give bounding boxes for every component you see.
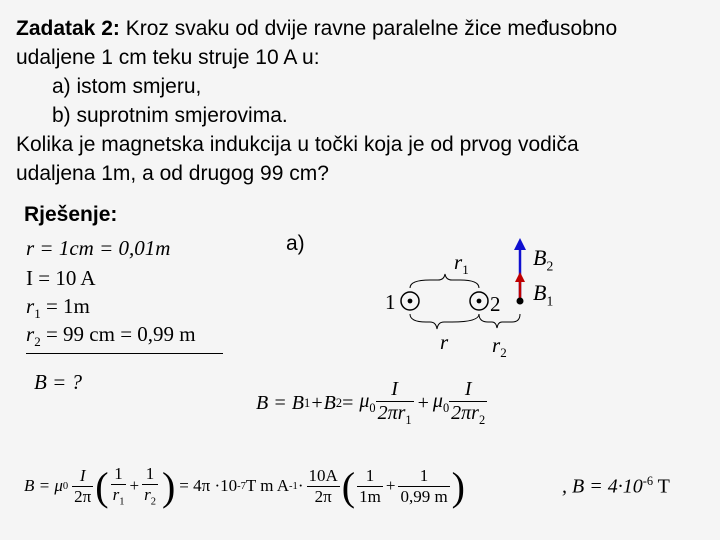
- eq1-frac-1-den: 2πr: [377, 402, 406, 424]
- eq2-plus-2: +: [385, 476, 396, 495]
- given-I: I = 10 A: [26, 266, 96, 290]
- result-exp: -6: [642, 474, 654, 488]
- eq2-value-frac-1: [357, 466, 383, 507]
- given-r: [26, 236, 170, 261]
- eq1-plus-sign: +: [417, 391, 429, 414]
- r2-label: [492, 333, 507, 361]
- wire-1-label: 1: [385, 290, 396, 314]
- eq1-mu-sub-2: 0: [442, 401, 450, 415]
- eq2-lhs: B = μ: [24, 476, 63, 495]
- given-r1-value: = 1m: [40, 294, 90, 318]
- eq2-frac-current: [307, 466, 340, 507]
- task-line-6: udaljena 1m, a od drugog 99 cm?: [16, 162, 329, 185]
- eq1-frac-2-num: I: [449, 378, 487, 402]
- wire-2-symbol: [470, 292, 488, 310]
- b1-symbol: B: [533, 280, 547, 305]
- eq1-frac-2-den: 2πr: [451, 402, 479, 424]
- r1-sub: 1: [462, 262, 469, 278]
- eq2-units-exp: -1: [289, 480, 298, 492]
- task-line-2: udaljene 1 cm teku struje 10 A u:: [16, 46, 320, 69]
- r2-symbol: r: [492, 333, 501, 357]
- eq1-term1: [359, 390, 375, 416]
- result-unit: T: [653, 475, 670, 498]
- eq2-frac-current-num: 10A: [308, 465, 338, 485]
- given-r1: [26, 294, 90, 322]
- eq2-paren-open-2: (: [341, 463, 356, 509]
- eq1-plus-b2: +B: [310, 391, 336, 414]
- b2-label: [533, 245, 553, 274]
- part-a-label: a): [286, 232, 305, 255]
- eq2-value-1-den: 1m: [359, 486, 381, 506]
- given-r2-symbol: r: [26, 322, 35, 346]
- point-P: [517, 298, 524, 305]
- b1-sub: 1: [546, 293, 554, 309]
- given-divider: [26, 353, 223, 354]
- eq2-dot: ·: [297, 476, 304, 495]
- result-prefix: , B = 4·10: [562, 475, 643, 498]
- eq2-paren-close-2: ): [451, 463, 465, 509]
- eq2-inner-frac-1: [111, 464, 127, 507]
- eq1-frac-2-den-sub: 2: [478, 413, 486, 427]
- eq2-inner-2-sub: 2: [150, 496, 156, 508]
- unknown-B: [34, 370, 82, 395]
- r-label: [440, 330, 448, 355]
- b2-symbol: B: [533, 245, 547, 270]
- eq2-frac-I: [72, 466, 93, 507]
- eq2-inner-1-sub: 1: [119, 496, 125, 508]
- task-statement: [16, 14, 617, 188]
- eq2-paren-open: (: [95, 463, 109, 509]
- eq2-frac-I-num: I: [72, 466, 93, 487]
- eq1-frac-1: [376, 378, 414, 428]
- given-r1-sub: 1: [34, 306, 41, 322]
- eq2-inner-1-den: r: [112, 485, 120, 505]
- eq2-mu-sub: 0: [62, 480, 69, 492]
- eq2-value-2-den: 0,99 m: [400, 486, 448, 506]
- eq1-b1-sub: 1: [303, 395, 311, 410]
- eq2-inner-1-num: 1: [111, 464, 127, 485]
- b2-arrowhead: [514, 238, 526, 250]
- eq1-equals: =: [342, 391, 354, 414]
- task-line-5: Kolika je magnetska indukcija u točki koja je od prvog vodiča: [16, 133, 579, 156]
- final-result: [562, 474, 670, 499]
- eq2-value-1-num: 1: [357, 466, 383, 487]
- task-option-b: b) suprotnim smjerovima.: [52, 104, 288, 127]
- eq2-plus-1: +: [129, 476, 140, 495]
- eq2-inner-2-den: r: [144, 485, 151, 505]
- eq2-frac-current-den: 2π: [314, 486, 332, 506]
- eq1-frac-1-num: I: [376, 378, 414, 402]
- given-r-text: r = 1cm = 0,01m: [26, 236, 171, 260]
- unknown-B-text: B = ?: [34, 370, 82, 394]
- given-r2: [26, 322, 196, 350]
- eq2-frac-I-den: 2π: [74, 486, 92, 506]
- r1-label: [454, 250, 469, 278]
- wire-1-symbol: [401, 292, 419, 310]
- solution-title: Rješenje:: [24, 203, 118, 226]
- eq2-inner-2-num: 1: [142, 464, 158, 485]
- r2-sub: 2: [500, 345, 507, 361]
- eq1-lhs: B = B: [256, 391, 304, 414]
- r1-symbol: r: [454, 250, 463, 274]
- equation-result: [24, 455, 467, 517]
- eq1-frac-2: [449, 378, 487, 428]
- brace-r: [410, 314, 479, 329]
- eq2-paren-close: ): [161, 463, 176, 509]
- given-r1-symbol: r: [26, 294, 35, 318]
- eq2-value-2-num: 1: [398, 466, 449, 487]
- eq1-mu-1: μ: [359, 390, 370, 412]
- eq1-b2-sub: 2: [335, 395, 343, 410]
- eq2-value-frac-2: [398, 466, 449, 507]
- b1-arrowhead: [515, 272, 525, 282]
- given-r2-value: = 99 cm = 0,99 m: [40, 322, 196, 346]
- eq1-mu-sub-1: 0: [369, 401, 376, 415]
- given-r2-sub: 2: [34, 334, 41, 350]
- eq1-frac-1-den-sub: 1: [405, 413, 412, 427]
- eq1-mu-2: μ: [432, 390, 443, 412]
- wire-2-label: 2: [490, 292, 501, 316]
- b1-label: [533, 280, 553, 309]
- eq2-constant: = 4π ·10: [179, 476, 238, 495]
- task-line-1: Kroz svaku od dvije ravne paralelne žice međusobno: [119, 17, 618, 40]
- equation-superposition: [256, 372, 487, 434]
- eq2-units: T m A: [245, 476, 290, 495]
- task-title: Zadatak 2:: [16, 17, 120, 40]
- eq1-term2: [433, 390, 449, 416]
- r-symbol: r: [440, 330, 449, 354]
- eq2-constant-exp: -7: [237, 480, 246, 492]
- task-option-a: a) istom smjeru,: [52, 75, 202, 98]
- b2-sub: 2: [546, 258, 554, 274]
- eq2-inner-frac-2: [142, 464, 158, 507]
